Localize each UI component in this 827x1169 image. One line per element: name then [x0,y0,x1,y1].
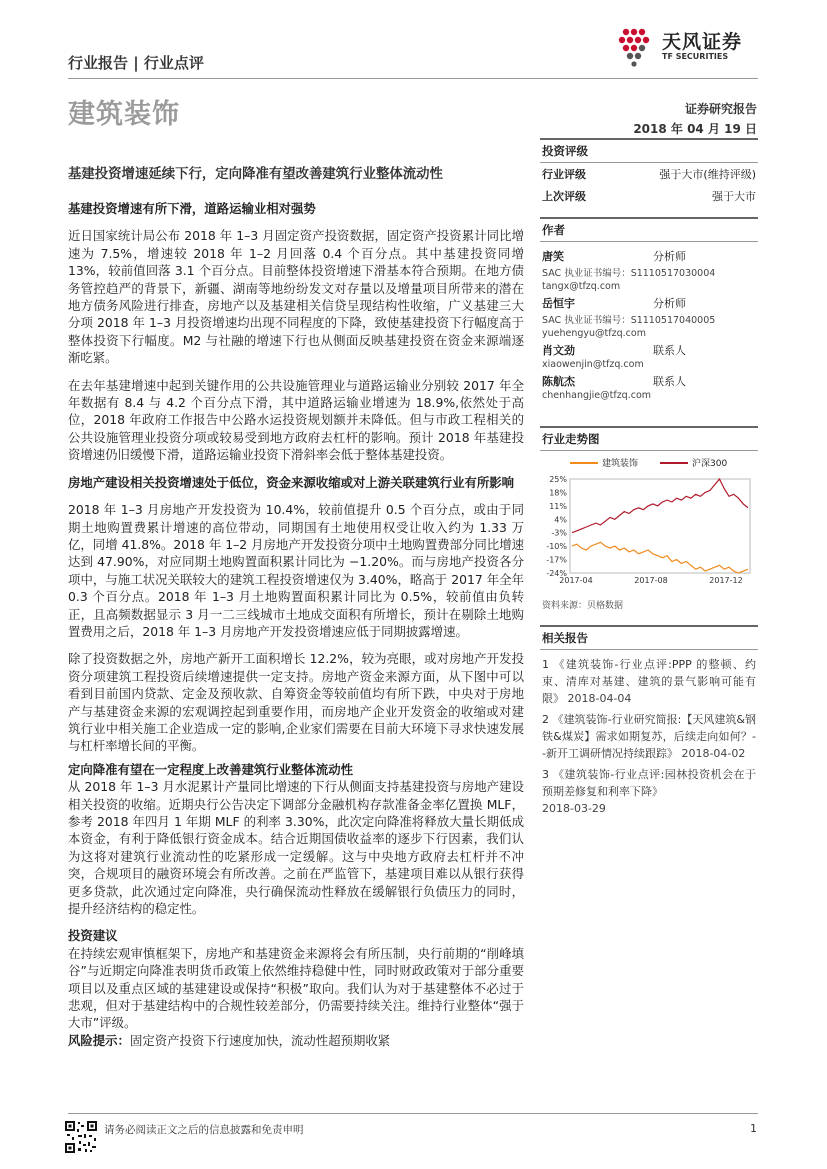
author-name: 肖文劲 [542,344,575,357]
author-entry [540,371,758,402]
logo-name: 天风证券 [662,31,743,53]
rating-value: 强于大市 [712,190,756,203]
author-entry [540,340,758,371]
y-tick-label: 25% [549,475,567,484]
related-date: 2018-04-04 [567,692,632,705]
disclaimer: 请务必阅读正文之后的信息披露和免责申明 [104,1124,304,1136]
x-tick-label: 2017-12 [709,576,743,585]
author-email[interactable]: yuehengyu@tfzq.com [542,328,646,339]
author-email[interactable]: chenhangjie@tfzq.com [542,390,652,401]
related-date: 2018-04-02 [681,747,746,760]
rating-value: 强于大市(维持评级) [659,168,756,181]
headline: 基建投资增速延续下行，定向降准有望改善建筑行业整体流动性 [68,167,443,182]
paragraph: 近日国家统计局公布 2018 年 1–3 月固定资产投资数据，固定资产投资累计同比增速为 7.5%，增速较 2018 年 1–2 月回落 0.4 个百分点。其中基建投资同增 13%，较前值回落 3.1 个百分点。目前整体投资增速下滑基本符合预期。在地方债务管控趋严的背景下，新疆、湖南等地纷纷发文对存量以及增量项目所带来的潜在地方债务风险进行排查，房地产以及基建相关信贷呈现结构性收缩，广义基建三大分项 2018 年 1–3 月投资增速均出现不同程度的下降，致使基建投资下行幅度高于整体投资下行幅度。M2 与社融的增速下行也从侧面反映基建投资在资金来源端逐渐吃紧。 [68,228,524,366]
qr-code-icon [64,1120,98,1154]
authors-title: 作者 [542,223,565,237]
y-tick-label: 18% [549,488,567,498]
logo-en: TF SECURITIES [662,52,729,61]
main-body [68,200,524,1049]
x-tick-label: 2017-04 [559,576,593,585]
rating-row [540,185,758,207]
x-tick-label: 2017-08 [634,576,668,585]
paragraph: 在去年基建增速中起到关键作用的公共设施管理业与道路运输业分别较 2017 年全年数据有 8.4 与 4.2 个百分点下滑，其中道路运输业增速为 18.9%,依然处于高位，2018 年政府工作报告中公路水运投资规划额并未降低。但与市政工程相关的公共设施管理业投资分项或较易受到地方政府去杠杆的影响。预计 2018 年基建投资增速仍旧缓慢下滑，道路运输业投资下滑斜率会低于整体基建投资。 [68,377,524,463]
author-role: 联系人 [653,344,686,357]
author-name: 陈航杰 [542,375,575,388]
y-tick-label: -3% [551,528,567,538]
paragraph: 在持续宏观审慎框架下，房地产和基建资金来源将会有所压制，央行前期的“削峰填谷”与近期定向降准表明货币政策上依然维持稳健中性，同时财政政策对于部分重要项目以及重点区域的基建建设或保持“积极”取向。我们认为对于基建整体不必过于悲观，但对于基建结构中的合规性较差部分，仍需要持续关注。维持行业整体“强于大市”评级。 [68,945,524,1031]
section-heading: 定向降准有望在一定程度上改善建筑行业整体流动性 [68,761,353,777]
report-category: 行业报告 | 行业点评 [68,54,204,72]
author-cert: SAC 执业证书编号：S1110517030004 [542,268,716,279]
author-entry [540,293,758,340]
author-role: 分析师 [653,297,686,310]
author-name: 唐笑 [542,250,564,263]
related-text[interactable]: 3 《建筑装饰-行业点评:园林投资机会在于预期差修复和利率下降》 [542,768,756,798]
related-date: 2018-03-29 [542,802,606,815]
risk-note [68,1032,524,1049]
sidebar [540,138,758,819]
author-name: 岳恒宇 [542,297,575,310]
rating-label: 行业评级 [542,168,586,181]
risk-label: 风险提示： [68,1032,130,1048]
paragraph: 除了投资数据之外，房地产新开工面积增长 12.2%，较为亮眼，或对房地产开发投资分项建筑工程投资后续增速提供一定支持。房地产资金来源方面，从下图中可以看到目前国内贷款、定金及预收款、自筹资金等较前值均有所下跌，中央对于房地产与基建资金来源的宏观调控起到重要作用，而房地产企业开发资金的收缩或对建筑行业中相关施工企业造成一定的影响,企业家们需要在目前大环境下寻求快速发展与杠杆率增长间的平衡。 [68,651,524,754]
footer-divider [68,1113,758,1114]
risk-text: 固定资产投资下行速度加快，流动性超预期收紧 [129,1032,391,1048]
y-tick-label: 4% [554,515,567,525]
rating-row [540,163,758,185]
y-tick-label: -24% [546,569,567,578]
y-tick-label: -10% [546,542,567,552]
report-date: 2018 年 04 月 19 日 [633,122,757,136]
page-number: 1 [750,1122,757,1135]
related-report[interactable] [540,764,758,819]
author-email[interactable]: xiaowenjin@tfzq.com [542,359,644,370]
rating-label: 上次评级 [542,190,586,203]
section-heading: 基建投资增速有所下滑，道路运输业相对强势 [68,201,316,216]
related-text[interactable]: 2 《建筑装饰-行业研究简报:【天风建筑&钢铁&煤炭】需求如期复苏，后续走向如何？--新开工调研情况持续跟踪》 [542,713,756,760]
industry-title: 建筑装饰 [68,99,180,130]
author-cert: SAC 执业证书编号：S1110517040005 [542,315,716,326]
y-tick-label: -17% [546,555,567,565]
author-role: 分析师 [653,250,686,263]
related-text[interactable]: 1 《建筑装饰-行业点评:PPP 的整顿、约束、清库对基建、建筑的景气影响可能有限》 [542,658,756,705]
related-title: 相关报告 [542,631,588,645]
author-email[interactable]: tangx@tfzq.com [542,281,621,292]
legend-label: 沪深300 [692,459,728,469]
y-tick-label: 11% [549,501,567,511]
report-type: 证券研究报告 [684,102,757,116]
related-report[interactable] [540,709,758,764]
legend-label: 建筑装饰 [602,459,639,469]
related-report[interactable] [540,654,758,709]
sidebar-divider [540,241,758,242]
trend-chart [540,451,758,591]
section-heading: 投资建议 [68,928,118,944]
paragraph: 从 2018 年 1–3 月水泥累计产量同比增速的下行从侧面支持基建投资与房地产建设相关投资的收缩。近期央行公告决定下调部分金融机构存款准备金率亿置换 MLF，参考 2018 年四月 1 年期 MLF 的利率 3.30%，此次定向降准将释放大量长期低成本资金，有利于降低银行资金成本。结合近期国债收益率的逐步下行因素，我们认为这将对建筑行业流动性的吃紧形成一定缓解。这与中央地方政府去杠杆并不冲突，合规项目的融资环境会有所改善。之前在严监管下，基建项目难以从银行获得更多贷款，此次通过定向降准，央行确保流动性释放在缓解银行负债压力的同时，提升经济结构的稳定性。 [68,779,524,917]
header-divider [68,78,758,79]
series-line [572,479,748,533]
author-role: 联系人 [653,375,686,388]
section-heading: 房地产建设相关投资增速处于低位，资金来源收缩或对上游关联建筑行业有所影响 [68,474,515,490]
rating-title: 投资评级 [542,144,588,158]
series-line [572,542,748,573]
trend-title: 行业走势图 [542,432,600,446]
author-entry [540,246,758,293]
chart-source: 资料来源：贝格数据 [542,601,624,611]
sidebar-divider [540,649,758,650]
plot-frame [570,479,750,573]
paragraph: 2018 年 1–3 月房地产开发投资为 10.4%，较前值提升 0.5 个百分点，或由于同期土地购置费累计增速的高位带动，同期国有土地使用权受让收入约为 1.33 万亿，同增 41.8%。2018 年 1–2 月房地产开发投资分项中土地购置费部分同比增速达到 47.90%，对应同期土地购置面积累计同比为 −1.20%。而与房地产投资各分项中，与施工状况关联较大的建筑工程投资增速仅为 3.40%，略高于 2017 年全年 0.3 个百分点。2018 年 1–3 月土地购置面积累计同比为 0.5%，较前值由负转正，且高频数据显示 3 月一二三线城市土地成交面积有所增长，预计在剔除土地购置费用之后，2018 年 1–3 月房地产开发投资增速应低于同期披露增速。 [68,502,524,639]
